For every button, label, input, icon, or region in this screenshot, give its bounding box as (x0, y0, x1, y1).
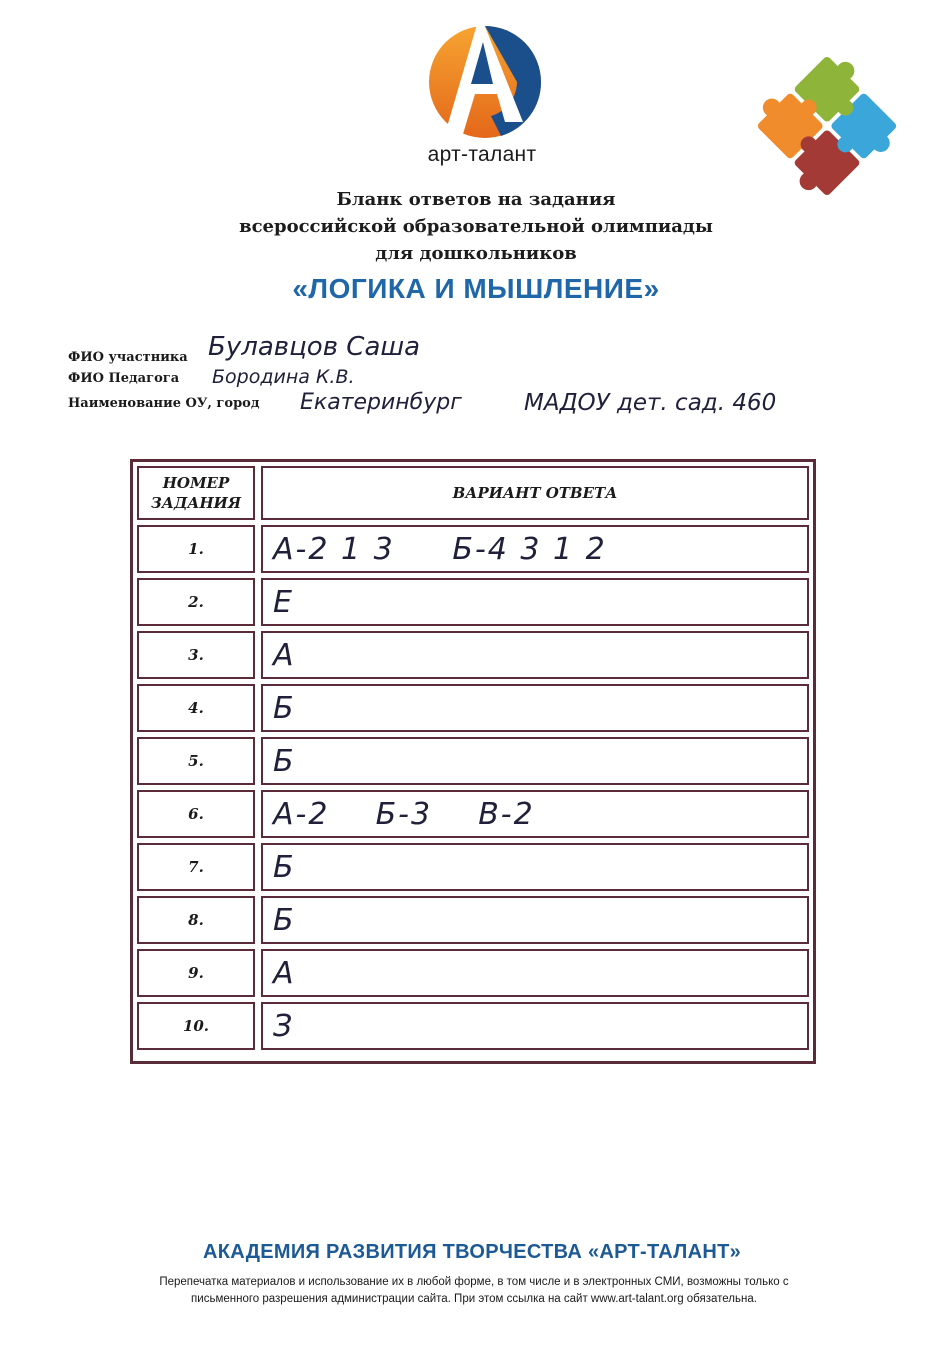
table-row (133, 790, 813, 838)
answer-text: Б (273, 690, 296, 726)
table-row (133, 843, 813, 891)
school-city: Екатеринбург (300, 390, 462, 415)
answer-cell[interactable] (261, 631, 809, 679)
table-row (133, 525, 813, 573)
table-row (133, 737, 813, 785)
header-answer: ВАРИАНТ ОТВЕТА (261, 466, 809, 520)
table-row (133, 631, 813, 679)
answer-text: Б (273, 743, 296, 779)
answer-text: А-2 Б-3 В-2 (273, 796, 535, 832)
answer-table (130, 459, 816, 1064)
task-number: 2. (137, 578, 255, 626)
header-task-number (137, 466, 255, 520)
table-row (133, 578, 813, 626)
footer-title: АКАДЕМИЯ РАЗВИТИЯ ТВОРЧЕСТВА «АРТ-ТАЛАНТ» (202, 1241, 742, 1263)
footer-note-line1: Перепечатка материалов и использование их в любой форме, в том числе и в электронных СМИ, возможны только с (159, 1276, 789, 1288)
title-line-3: для дошкольников (375, 243, 577, 264)
teacher-value: Бородина К.В. (212, 366, 355, 388)
table-row (133, 949, 813, 997)
participant-label: ФИО участника (68, 350, 188, 365)
participant-info (68, 332, 908, 416)
header-task-number-line2: ЗАДАНИЯ (150, 494, 242, 512)
olympiad-title: «ЛОГИКА И МЫШЛЕНИЕ» (292, 273, 660, 304)
answer-cell[interactable] (261, 737, 809, 785)
header-task-number-line1: НОМЕР (162, 474, 230, 492)
answer-text: А-2 1 3 Б-4 3 1 2 (273, 531, 607, 567)
answer-text: Е (273, 584, 294, 620)
participant-value: Булавцов Саша (208, 332, 421, 362)
school-name: МАДОУ дет. сад. 460 (524, 390, 777, 416)
title-line-2: всероссийской образовательной олимпиады (239, 216, 713, 237)
answer-cell[interactable] (261, 896, 809, 944)
title-line-1: Бланк ответов на задания (336, 189, 616, 210)
task-number: 7. (137, 843, 255, 891)
task-number: 3. (137, 631, 255, 679)
answer-cell[interactable] (261, 949, 809, 997)
answer-text: З (273, 1008, 295, 1044)
task-number: 6. (137, 790, 255, 838)
school-row (68, 376, 908, 416)
school-label: Наименование ОУ, город (68, 396, 260, 411)
answer-text: Б (273, 849, 296, 885)
logo-text: арт-талант (427, 143, 537, 166)
task-number: 5. (137, 737, 255, 785)
answer-cell[interactable] (261, 525, 809, 573)
answer-cell[interactable] (261, 684, 809, 732)
teacher-row (68, 356, 908, 388)
task-number: 1. (137, 525, 255, 573)
table-row (133, 896, 813, 944)
footer-note (84, 1274, 864, 1308)
answer-cell[interactable] (261, 578, 809, 626)
table-header-row (133, 466, 813, 520)
task-number: 9. (137, 949, 255, 997)
task-number: 4. (137, 684, 255, 732)
answer-text: Б (273, 902, 296, 938)
table-row (133, 684, 813, 732)
task-number: 10. (137, 1002, 255, 1050)
table-row (133, 1002, 813, 1050)
answer-text: А (273, 955, 296, 991)
answer-cell[interactable] (261, 790, 809, 838)
teacher-label: ФИО Педагога (68, 371, 180, 386)
participant-row (68, 332, 908, 365)
footer-note-line2: письменного разрешения администрации сайта. При этом ссылка на сайт www.art-talant.org обязательна. (191, 1293, 757, 1305)
answer-text: А (273, 637, 296, 673)
title-block (150, 186, 802, 305)
task-number: 8. (137, 896, 255, 944)
answer-cell[interactable] (261, 1002, 809, 1050)
answer-cell[interactable] (261, 843, 809, 891)
